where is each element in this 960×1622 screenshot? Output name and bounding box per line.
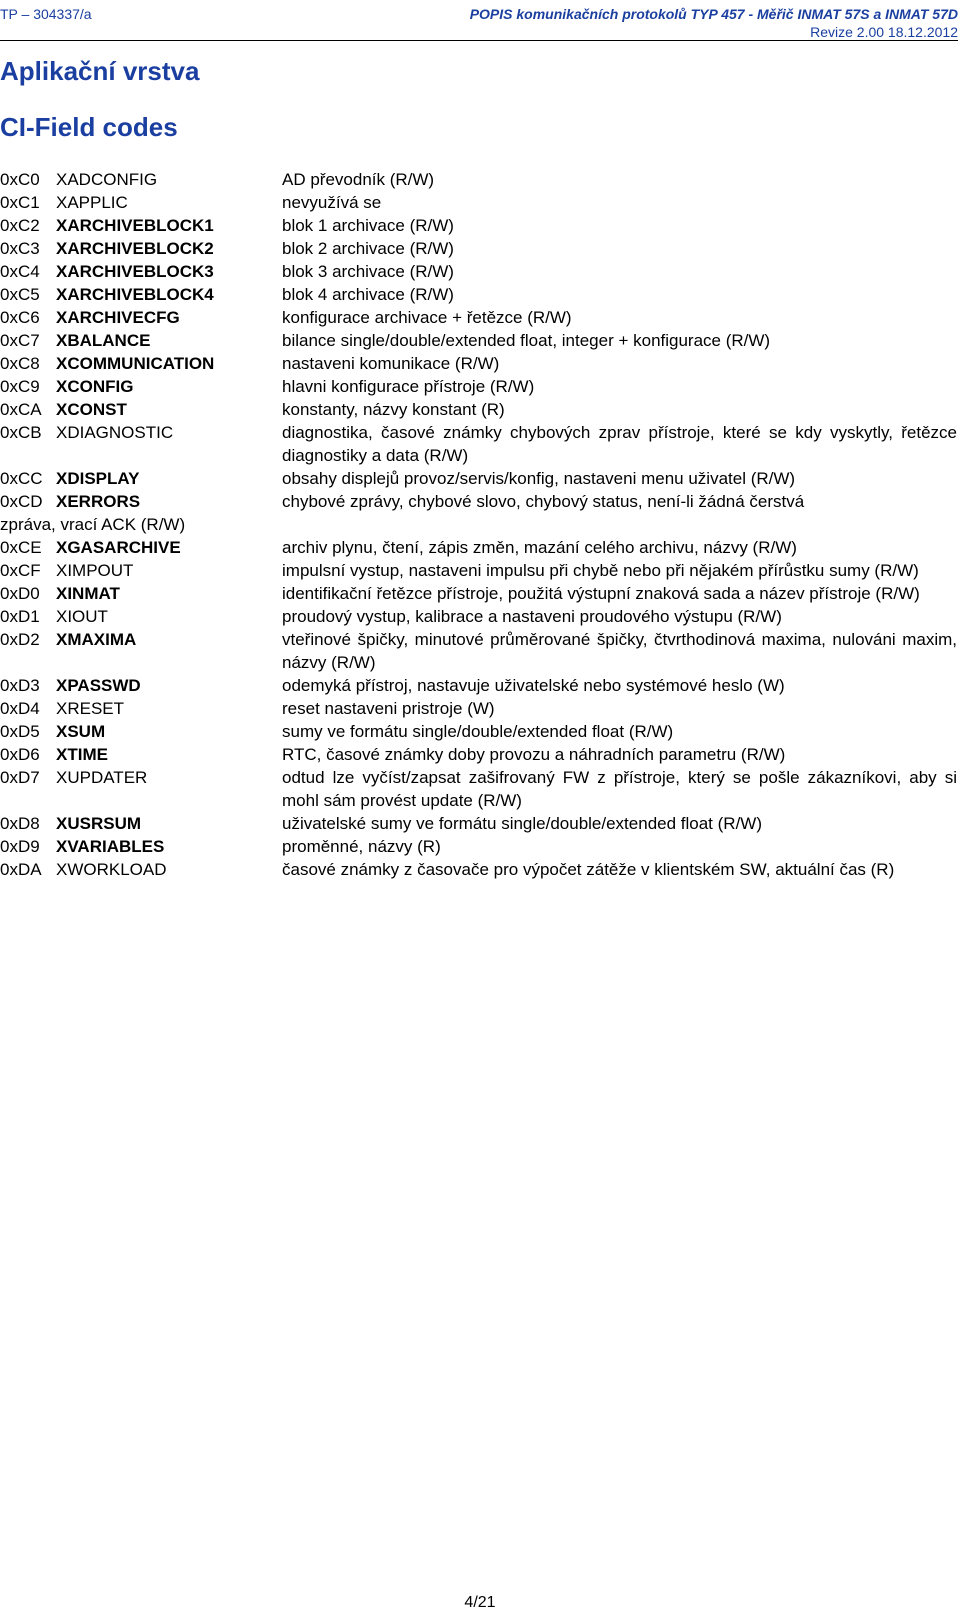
ci-name: XWORKLOAD [56,860,167,879]
ci-description: blok 4 archivace (R/W) [282,285,454,304]
ci-row [0,329,960,352]
ci-hex: 0xC5 [0,285,40,304]
ci-hex: 0xD9 [0,837,40,856]
ci-hex: 0xD4 [0,699,40,718]
ci-description: vteřinové špičky, minutové průměrované špičky, čtvrthodinová maxima, nulováni maxim, názvy (R/W) [282,630,957,672]
document-title: POPIS komunikačních protokolů TYP 457 - Měřič INMAT 57S a INMAT 57D [469,6,958,22]
page-number: 4/21 [464,1594,496,1611]
ci-name: XARCHIVEBLOCK4 [56,285,214,304]
ci-description: reset nastaveni pristroje (W) [282,699,495,718]
ci-hex: 0xD6 [0,745,40,764]
section-heading: Aplikační vrstva [0,56,200,86]
ci-name: XINMAT [56,584,120,603]
ci-description: obsahy displejů provoz/servis/konfig, nastaveni menu uživatel (R/W) [282,469,796,488]
ci-row [0,605,960,628]
ci-hex: 0xC4 [0,262,40,281]
ci-description: bilance single/double/extended float, integer + konfigurace (R/W) [282,331,771,350]
ci-hex: 0xC1 [0,193,40,212]
ci-description: proudový vystup, kalibrace a nastaveni proudového výstupu (R/W) [282,607,782,626]
ci-name: XARCHIVEBLOCK1 [56,216,214,235]
ci-code [0,697,124,720]
ci-hex: 0xD1 [0,607,40,626]
ci-name: XRESET [56,699,125,718]
ci-description: časové známky z časovače pro výpočet zátěže v klientském SW, aktuální čas (R) [282,860,895,879]
ci-code [0,812,141,835]
ci-row [0,191,960,214]
ci-hex: 0xD0 [0,584,40,603]
ci-hex: 0xD8 [0,814,40,833]
ci-description: odtud lze vyčíst/zapsat zašifrovaný FW z přístroje, který se pošle zákazníkovi, aby si mohl sám provést update (R/W) [282,768,957,810]
ci-hex: 0xDA [0,860,42,879]
ci-code [0,191,128,214]
ci-description: sumy ve formátu single/double/extended float (R/W) [282,722,674,741]
ci-code [0,283,214,306]
ci-code [0,214,214,237]
ci-name: XARCHIVEBLOCK3 [56,262,214,281]
ci-code [0,421,173,444]
ci-row [0,237,960,260]
ci-description: proměnné, názvy (R) [282,837,441,856]
ci-description: RTC, časové známky doby provozu a náhradních parametru (R/W) [282,745,786,764]
ci-description: AD převodník (R/W) [282,170,435,189]
ci-row [0,812,960,835]
ci-name: XCONST [56,400,127,419]
ci-description: blok 1 archivace (R/W) [282,216,454,235]
ci-hex: 0xCA [0,400,42,419]
ci-hex: 0xC2 [0,216,40,235]
ci-row [0,536,960,559]
ci-name: XADCONFIG [56,170,158,189]
ci-row [0,375,960,398]
ci-description: diagnostika, časové známky chybových zprav přístroje, které se kdy vyskytly, řetězce diagnostiky a data (R/W) [282,423,957,465]
ci-name: XVARIABLES [56,837,165,856]
ci-code [0,352,214,375]
ci-row [0,467,960,490]
ci-code [0,260,214,283]
ci-hex: 0xC9 [0,377,40,396]
ci-row [0,582,960,605]
ci-hex: 0xD3 [0,676,40,695]
ci-code [0,375,133,398]
ci-code [0,628,136,651]
ci-row [0,283,960,306]
ci-code [0,398,127,421]
ci-row [0,421,960,467]
ci-name: XIMPOUT [56,561,134,580]
document-id: TP – 304337/a [0,6,92,22]
ci-name: XUSRSUM [56,814,142,833]
ci-description: blok 2 archivace (R/W) [282,239,454,258]
ci-hex: 0xCB [0,423,42,442]
ci-row [0,835,960,858]
ci-hex: 0xCE [0,538,42,557]
ci-name: XMAXIMA [56,630,137,649]
ci-code [0,766,147,789]
ci-row [0,260,960,283]
ci-description: chybové zprávy, chybové slovo, chybový status, není-li žádná čerstvá [282,492,805,511]
ci-name: XSUM [56,722,106,741]
ci-description: konfigurace archivace + řetězce (R/W) [282,308,572,327]
ci-description: odemyká přístroj, nastavuje uživatelské nebo systémové heslo (W) [282,676,785,695]
ci-code [0,490,140,513]
ci-name: XGASARCHIVE [56,538,181,557]
ci-description: identifikační řetězce přístroje, použitá výstupní znaková sada a název přístroje (R/W) [282,584,920,603]
ci-hex: 0xC3 [0,239,40,258]
ci-hex: 0xD2 [0,630,40,649]
ci-description: impulsní vystup, nastaveni impulsu při chybě nebo při nějakém přírůstku sumy (R/W) [282,561,919,580]
ci-code [0,329,150,352]
ci-field-table [0,168,960,881]
ci-description: archiv plynu, čtení, zápis změn, mazání celého archivu, názvy (R/W) [282,538,797,557]
page-header [0,4,958,41]
ci-name: XDIAGNOSTIC [56,423,174,442]
ci-description: konstanty, názvy konstant (R) [282,400,505,419]
ci-name: XTIME [56,745,108,764]
ci-code [0,536,181,559]
ci-hex: 0xCD [0,492,43,511]
ci-name: XPASSWD [56,676,141,695]
ci-row [0,490,960,513]
ci-code [0,237,214,260]
ci-hex: 0xC6 [0,308,40,327]
ci-row [0,766,960,812]
ci-name: XCONFIG [56,377,134,396]
ci-row [0,214,960,237]
ci-row [0,559,960,582]
ci-hex: 0xC7 [0,331,40,350]
ci-row [0,168,960,191]
ci-code [0,559,133,582]
ci-code [0,306,180,329]
ci-description: uživatelské sumy ve formátu single/double/extended float (R/W) [282,814,763,833]
ci-description-continuation: zpráva, vrací ACK (R/W) [0,515,186,534]
document-revision: Revize 2.00 18.12.2012 [810,24,958,40]
ci-name: XARCHIVECFG [56,308,180,327]
ci-code [0,605,108,628]
ci-row [0,697,960,720]
ci-name: XERRORS [56,492,141,511]
ci-code [0,674,141,697]
ci-hex: 0xC8 [0,354,40,373]
ci-row [0,720,960,743]
ci-code [0,743,108,766]
ci-hex: 0xD5 [0,722,40,741]
ci-row [0,306,960,329]
ci-name: XARCHIVEBLOCK2 [56,239,214,258]
ci-name: XDISPLAY [56,469,140,488]
ci-row [0,628,960,674]
ci-row [0,352,960,375]
ci-description: nevyužívá se [282,193,382,212]
ci-name: XAPPLIC [56,193,128,212]
ci-code [0,858,167,881]
ci-row [0,398,960,421]
ci-name: XUPDATER [56,768,148,787]
ci-name: XIOUT [56,607,108,626]
ci-description: blok 3 archivace (R/W) [282,262,454,281]
ci-row [0,674,960,697]
ci-row [0,743,960,766]
subsection-heading: CI-Field codes [0,112,178,142]
ci-code [0,720,105,743]
ci-name: XBALANCE [56,331,151,350]
ci-code [0,168,157,191]
ci-hex: 0xCF [0,561,41,580]
ci-code [0,835,164,858]
ci-hex: 0xC0 [0,170,40,189]
ci-code [0,582,120,605]
ci-hex: 0xD7 [0,768,40,787]
ci-hex: 0xCC [0,469,43,488]
ci-name: XCOMMUNICATION [56,354,215,373]
ci-description: nastaveni komunikace (R/W) [282,354,500,373]
ci-row [0,858,960,881]
ci-code [0,467,139,490]
ci-description: hlavni konfigurace přístroje (R/W) [282,377,535,396]
